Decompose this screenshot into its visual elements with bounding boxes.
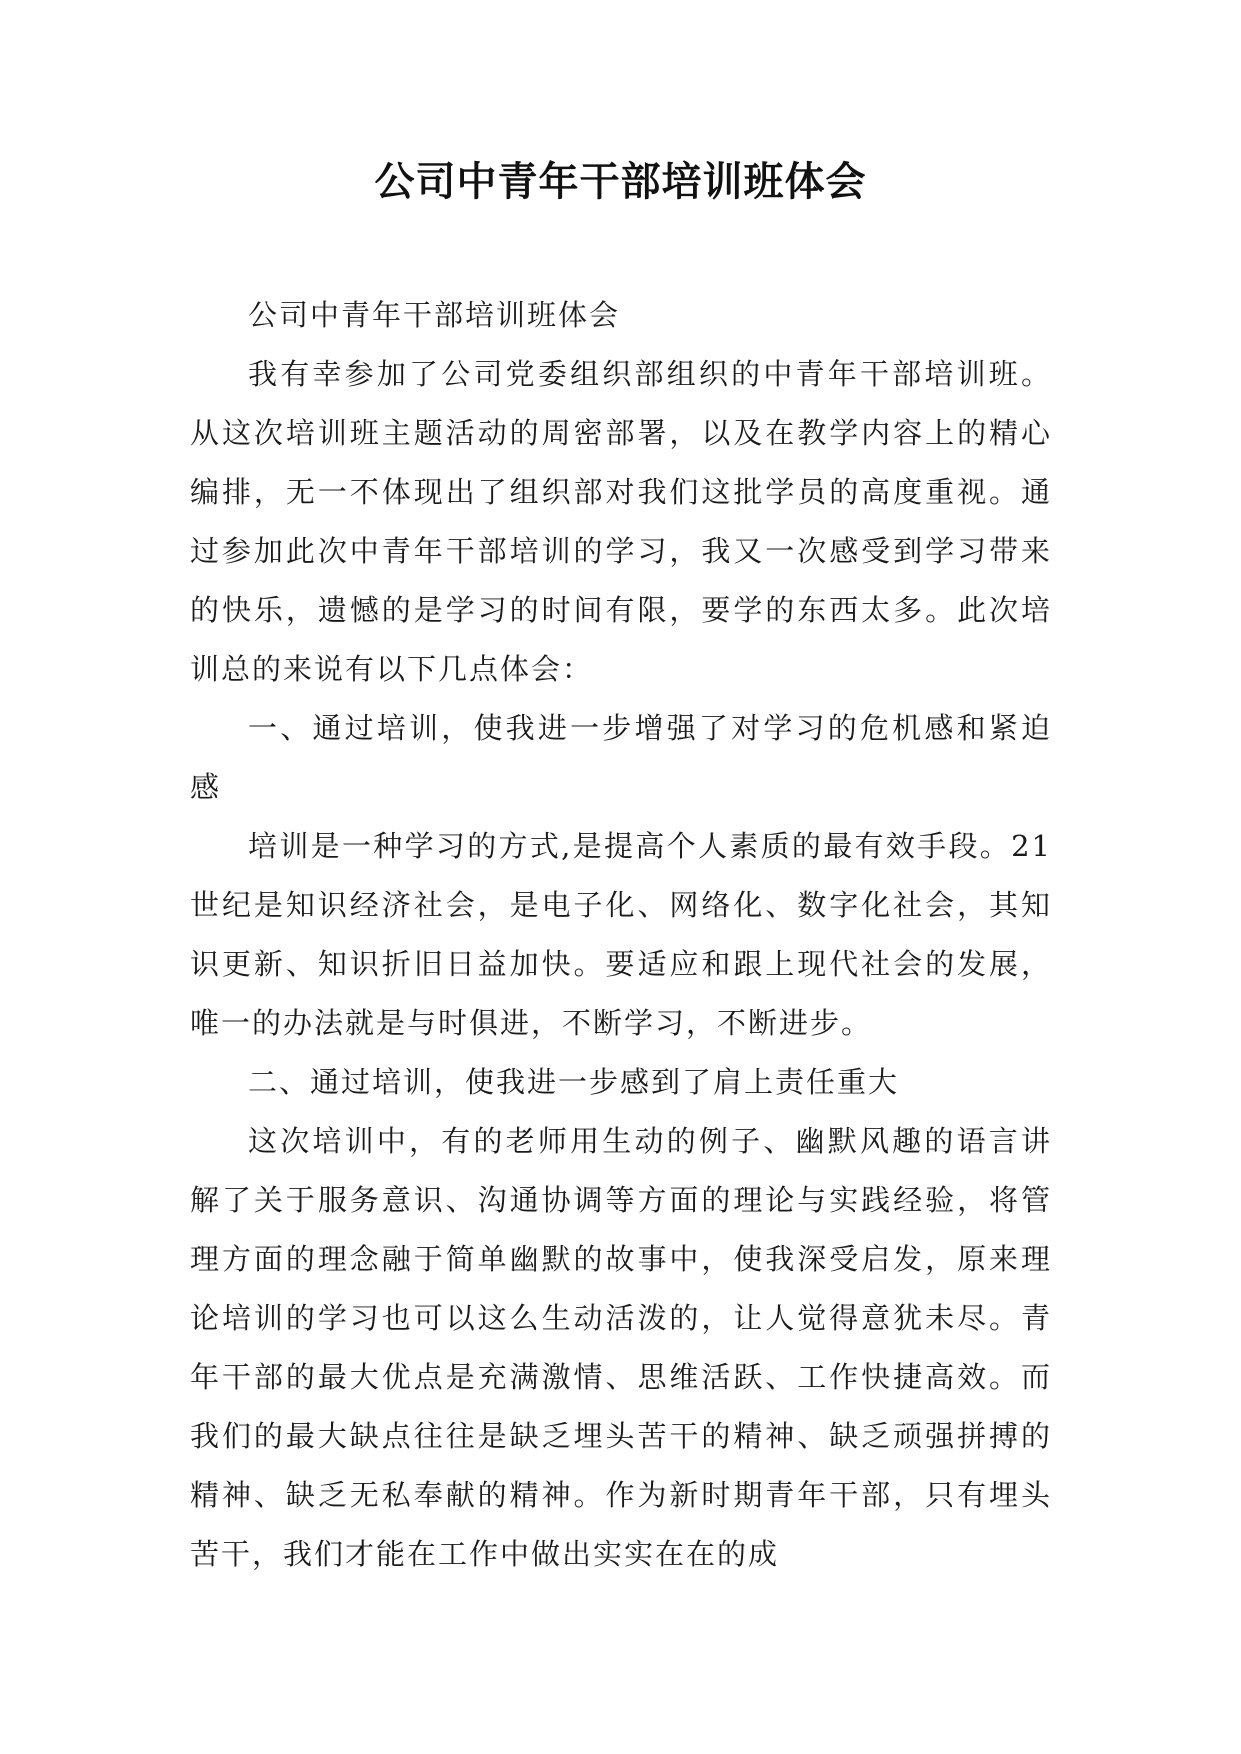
body-paragraph-section-2: 这次培训中，有的老师用生动的例子、幽默风趣的语言讲解了关于服务意识、沟通协调等方面的理论与实践经验，将管理方面的理念融于简单幽默的故事中，使我深受启发，原来理论培训的学习也可以这么生动活泼的，让人觉得意犹未尽。青年干部的最大优点是充满激情、思维活跃、工作快捷高效。而我们的最大缺点往往是缺乏埋头苦干的精神、缺乏顽强拼搏的精神、缺乏无私奉献的精神。作为新时期青年干部，只有埋头苦干，我们才能在工作中做出实实在在的成: [190, 1124, 1052, 1571]
section-heading-2: 二、通过培训，使我进一步感到了肩上责任重大: [248, 1065, 900, 1099]
body-paragraph-intro: 我有幸参加了公司党委组织部组织的中青年干部培训班。从这次培训班主题活动的周密部署，以及在教学内容上的精心编排，无一不体现出了组织部对我们这批学员的高度重视。通过参加此次中青年干部培训的学习，我又一次感受到学习带来的快乐，遗憾的是学习的时间有限，要学的东西太多。此次培训总的来说有以下几点体会：: [190, 357, 1052, 686]
body-paragraph-heading: 公司中青年干部培训班体会: [248, 298, 621, 332]
section-heading-1: 一、通过培训，使我进一步增强了对学习的危机感和紧迫感: [190, 711, 1052, 804]
body-paragraph-section-1: 培训是一种学习的方式,是提高个人素质的最有效手段。21世纪是知识经济社会，是电子化、网络化、数字化社会，其知识更新、知识折旧日益加快。要适应和跟上现代社会的发展，唯一的办法就是与时俱进，不断学习，不断进步。: [190, 829, 1052, 1040]
document-body: [190, 286, 1052, 1584]
document-title: 公司中青年干部培训班体会: [374, 159, 867, 205]
